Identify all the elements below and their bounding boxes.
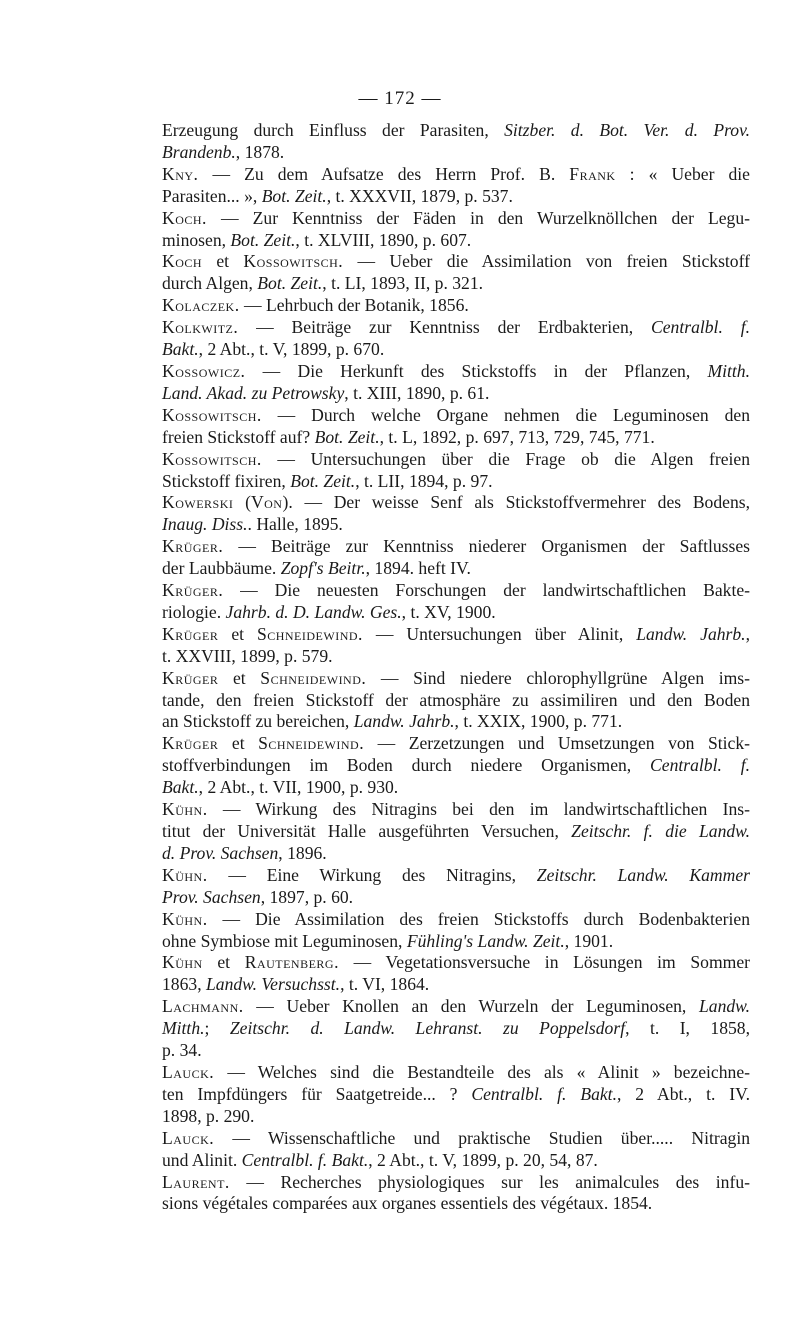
author-name: Schneidewind. — [258, 733, 365, 754]
bibliography-entry — [162, 799, 750, 865]
bibliography-entry — [162, 405, 750, 449]
bibliography-entry — [162, 208, 750, 252]
author-name: Kolkwitz. — [162, 317, 239, 338]
bibliography-entry — [162, 251, 750, 295]
entry-line — [162, 339, 750, 361]
entry-line — [162, 624, 750, 646]
entry-text: — Beiträge zur Kenntniss niederer Organismen der Saftlusses — [223, 536, 750, 557]
publication-title: Prov. Sachsen — [162, 886, 261, 907]
author-name: Krüger — [162, 733, 219, 754]
bibliography-entry — [162, 164, 750, 208]
entry-text: Stickstoff fixiren, — [162, 470, 291, 491]
entry-line — [162, 646, 750, 668]
entry-text: . Halle, 1895. — [247, 514, 343, 535]
author-name: Kühn — [162, 952, 203, 973]
entry-line — [162, 931, 750, 953]
bibliography-entry — [162, 865, 750, 909]
entry-line — [162, 711, 750, 733]
bibliography-entry — [162, 295, 750, 317]
entry-line — [162, 142, 750, 164]
entry-text: durch Algen, — [162, 273, 258, 294]
entry-line — [162, 1062, 750, 1084]
entry-text: , t. LI, 1893, II, p. 321. — [322, 273, 484, 294]
publication-title: Mitth. — [707, 360, 750, 381]
author-name: Frank — [569, 163, 616, 184]
author-name: Lachmann. — [162, 996, 244, 1017]
entry-text: ohne Symbiose mit Leguminosen, — [162, 930, 407, 951]
entry-text: et — [218, 667, 261, 688]
entry-line — [162, 1150, 750, 1172]
entry-line — [162, 952, 750, 974]
entry-text: , 1901. — [564, 930, 614, 951]
publication-title: Bot. Zeit. — [290, 470, 356, 491]
author-name: Kolaczek. — [162, 295, 240, 316]
entry-line — [162, 865, 750, 887]
entry-text: — Vegetationsversuche in Lösungen im Sommer — [339, 952, 750, 973]
entry-text: , 2 Abt., t. VII, 1900, p. 930. — [198, 777, 399, 798]
entry-text: , t. XXIX, 1900, p. 771. — [454, 711, 623, 732]
entry-text: et — [202, 251, 244, 272]
author-name: Von — [250, 492, 283, 513]
entry-line — [162, 120, 750, 142]
publication-title: d. Prov. Sachsen — [162, 842, 279, 863]
entry-line — [162, 821, 750, 843]
entry-line — [162, 514, 750, 536]
entry-text: , t. L, 1892, p. 697, 713, 729, 745, 771. — [379, 426, 655, 447]
bibliography-entry — [162, 1062, 750, 1128]
bibliography-entry — [162, 668, 750, 734]
entry-line — [162, 799, 750, 821]
entry-text: freien Stickstoff auf? — [162, 426, 315, 447]
page-number: — 172 — — [358, 88, 442, 109]
author-name: Krüger. — [162, 536, 224, 557]
entry-text: , — [745, 623, 750, 644]
entry-text: — Lehrbuch der Botanik, 1856. — [239, 295, 469, 316]
entry-line — [162, 230, 750, 252]
entry-text: , t. I, 1858, — [625, 1018, 750, 1039]
entry-line — [162, 843, 750, 865]
bibliography-entry — [162, 580, 750, 624]
entry-line — [162, 755, 750, 777]
entry-text: , t. XV, 1900. — [401, 601, 496, 622]
entry-text: der Laubbäume. — [162, 558, 281, 579]
publication-title: Jahrb. d. D. Landw. Ges. — [225, 601, 402, 622]
entry-text: ). — Der weisse Senf als Stickstoffvermehrer des Bodens, — [282, 492, 750, 513]
publication-title: Inaug. Diss. — [162, 514, 248, 535]
bibliography-entry — [162, 1128, 750, 1172]
entry-text: — Die Assimilation des freien Stickstoffs durch Bodenbakterien — [207, 908, 750, 929]
entry-text: — Die Herkunft des Stickstoffs in der Pflanzen, — [245, 360, 708, 381]
bibliography-entry — [162, 624, 750, 668]
publication-title: Centralbl. f. Bakt. — [241, 1149, 369, 1170]
author-name: Kühn. — [162, 864, 208, 885]
entry-text: , t. XIII, 1890, p. 61. — [344, 382, 490, 403]
publication-title: Bot. Zeit. — [257, 273, 323, 294]
author-name: Kühn. — [162, 908, 208, 929]
entry-text: — Recherches physiologiques sur les animalcules des infu- — [229, 1171, 750, 1192]
publication-title: Zopf's Beitr. — [280, 558, 366, 579]
entry-line — [162, 251, 750, 273]
entry-text: minosen, — [162, 229, 231, 250]
bibliography-entry — [162, 317, 750, 361]
entry-text: , t. LII, 1894, p. 97. — [355, 470, 493, 491]
entry-line — [162, 777, 750, 799]
publication-title: Bot. Zeit. — [314, 426, 380, 447]
entry-text: — Wirkung des Nitragins bei den im landwirtschaftlichen Ins- — [207, 799, 750, 820]
author-name: Krüger. — [162, 580, 224, 601]
entry-line — [162, 471, 750, 493]
entry-text: , 2 Abt., t. V, 1899, p. 20, 54, 87. — [368, 1149, 598, 1170]
entry-text: — Wissenschaftliche und praktische Studien über..... Nitragin — [214, 1127, 750, 1148]
bibliography-entry — [162, 996, 750, 1062]
entry-text: — Zerzetzungen und Umsetzungen von Stick- — [364, 733, 750, 754]
entry-line — [162, 974, 750, 996]
entry-text: 1863, — [162, 974, 206, 995]
publication-title: Bot. Zeit. — [230, 229, 296, 250]
entry-text: et — [202, 952, 245, 973]
entry-line — [162, 1018, 750, 1040]
bibliography-entry — [162, 361, 750, 405]
entry-line — [162, 1040, 750, 1062]
entry-text: Parasiten... », — [162, 185, 262, 206]
publication-title: Land. Akad. zu Petrowsky — [162, 382, 345, 403]
entry-text: — Untersuchungen über die Frage ob die Algen freien — [261, 448, 750, 469]
entry-line — [162, 558, 750, 580]
entry-line — [162, 1128, 750, 1150]
bibliography-entry — [162, 120, 750, 164]
author-name: Kossowitsch. — [162, 448, 262, 469]
entry-text: 1898, p. 290. — [162, 1105, 255, 1126]
entry-line — [162, 909, 750, 931]
publication-title: Mitth. — [162, 1018, 205, 1039]
entry-text: — Welches sind die Bestandteile des als « Alinit » bezeichne- — [214, 1061, 750, 1082]
entry-text: Erzeugung durch Einfluss der Parasiten, — [162, 120, 505, 140]
bibliography-list — [162, 120, 750, 1215]
author-name: Krüger — [162, 667, 219, 688]
bibliography-entry — [162, 449, 750, 493]
entry-line — [162, 580, 750, 602]
entry-text: , t. XLVIII, 1890, p. 607. — [295, 229, 472, 250]
entry-line — [162, 1193, 750, 1215]
entry-line — [162, 668, 750, 690]
entry-line — [162, 208, 750, 230]
entry-line — [162, 405, 750, 427]
entry-text: et — [218, 623, 257, 644]
entry-text: , 2 Abt., t. V, 1899, p. 670. — [198, 339, 385, 360]
entry-text: — Zur Kenntniss der Fäden in den Wurzelknöllchen der Legu- — [206, 207, 750, 228]
publication-title: Bakt. — [162, 339, 199, 360]
entry-line — [162, 602, 750, 624]
entry-text: , t. VI, 1864. — [340, 974, 430, 995]
author-name: Kossowicz. — [162, 360, 246, 381]
entry-text: — Ueber die Assimilation von freien Stickstoff — [343, 251, 750, 272]
entry-line — [162, 887, 750, 909]
entry-line — [162, 996, 750, 1018]
publication-title: Zeitschr. f. die Landw. — [571, 821, 750, 841]
author-name: Laurent. — [162, 1171, 230, 1192]
publication-title: Brandenb. — [162, 141, 236, 162]
entry-line — [162, 449, 750, 471]
entry-text: an Stickstoff zu bereichen, — [162, 711, 354, 732]
publication-title: Landw. — [698, 996, 750, 1017]
publication-title: Bot. Zeit. — [261, 185, 327, 206]
bibliography-entry — [162, 733, 750, 799]
author-name: Kossowitsch. — [162, 404, 262, 425]
bibliography-entry — [162, 492, 750, 536]
author-name: Rautenberg. — [244, 952, 339, 973]
entry-line — [162, 383, 750, 405]
entry-text: , 1878. — [235, 141, 285, 162]
entry-text: , 1897, p. 60. — [260, 886, 354, 907]
entry-text: ; — [204, 1018, 230, 1039]
author-name: Kühn. — [162, 799, 208, 820]
entry-text: t. XXVIII, 1899, p. 579. — [162, 645, 333, 666]
author-name: Schneidewind. — [256, 623, 363, 644]
entry-text: , 2 Abt., t. IV. — [616, 1083, 750, 1104]
publication-title: Zeitschr. Landw. Kammer — [536, 864, 750, 885]
publication-title: Centralbl. f. Bakt. — [471, 1083, 617, 1104]
entry-text: — Sind niedere chlorophyllgrüne Algen ims- — [366, 667, 750, 688]
entry-text: , 1894. heft IV. — [365, 558, 471, 579]
entry-line — [162, 164, 750, 186]
entry-text: p. 34. — [162, 1040, 202, 1061]
bibliography-entry — [162, 536, 750, 580]
publication-title: Zeitschr. d. Landw. Lehranst. zu Poppelsdorf — [229, 1018, 626, 1039]
author-name: Kny. — [162, 163, 199, 184]
author-name: Koch. — [162, 207, 207, 228]
entry-line — [162, 733, 750, 755]
entry-text: und Alinit. — [162, 1149, 242, 1170]
entry-text: tande, den freien Stickstoff der atmosphäre zu assimiliren und den Boden — [162, 689, 750, 710]
entry-line — [162, 317, 750, 339]
entry-text: ten Impfdüngers für Saatgetreide... ? — [162, 1083, 472, 1104]
publication-title: Bakt. — [162, 777, 199, 798]
entry-line — [162, 1084, 750, 1106]
author-name: Krüger — [162, 623, 219, 644]
author-name: Lauck. — [162, 1127, 215, 1148]
entry-text: : « Ueber die — [615, 163, 750, 184]
bibliography-entry — [162, 1172, 750, 1216]
author-name: Kowerski — [162, 492, 234, 513]
publication-title: Landw. Versuchsst. — [205, 974, 341, 995]
entry-text: — Untersuchungen über Alinit, — [362, 623, 637, 644]
entry-line — [162, 492, 750, 514]
author-name: Koch — [162, 251, 203, 272]
entry-text: riologie. — [162, 601, 226, 622]
entry-line — [162, 295, 750, 317]
entry-line — [162, 186, 750, 208]
publication-title: Landw. Jahrb. — [636, 623, 746, 644]
entry-text: — Beiträge zur Kenntniss der Erdbakterien, — [238, 317, 651, 338]
publication-title: Landw. Jahrb. — [353, 711, 455, 732]
publication-title: Centralbl. f. — [651, 317, 750, 338]
entry-line — [162, 1106, 750, 1128]
entry-text: — Eine Wirkung des Nitragins, — [207, 864, 537, 885]
entry-line — [162, 536, 750, 558]
entry-text: titut der Universität Halle ausgeführten Versuchen, — [162, 821, 572, 841]
entry-text: — Zu dem Aufsatze des Herrn Prof. B. — [198, 163, 570, 184]
publication-title: Sitzber. d. Bot. Ver. d. Prov. — [504, 120, 750, 140]
entry-line — [162, 273, 750, 295]
entry-text: sions végétales comparées aux organes essentiels des végétaux. 1854. — [162, 1193, 653, 1214]
publication-title: Fühling's Landw. Zeit. — [406, 930, 565, 951]
entry-line — [162, 361, 750, 383]
entry-text: — Ueber Knollen an den Wurzeln der Leguminosen, — [243, 996, 699, 1017]
author-name: Kossowitsch. — [243, 251, 344, 272]
entry-text: — Durch welche Organe nehmen die Leguminosen den — [261, 404, 750, 425]
bibliography-entry — [162, 909, 750, 953]
entry-text: , 1896. — [278, 842, 327, 863]
entry-line — [162, 690, 750, 712]
author-name: Lauck. — [162, 1061, 215, 1082]
entry-text: — Die neuesten Forschungen der landwirtschaftlichen Bakte- — [223, 580, 750, 601]
bibliography-entry — [162, 952, 750, 996]
entry-text: ( — [233, 492, 251, 513]
author-name: Schneidewind. — [260, 667, 367, 688]
entry-text: et — [218, 733, 259, 754]
entry-line — [162, 1172, 750, 1194]
entry-text: stoffverbindungen im Boden durch niedere Organismen, — [162, 755, 651, 776]
entry-text: , t. XXXVII, 1879, p. 537. — [326, 185, 513, 206]
publication-title: Centralbl. f. — [650, 755, 750, 776]
entry-line — [162, 427, 750, 449]
